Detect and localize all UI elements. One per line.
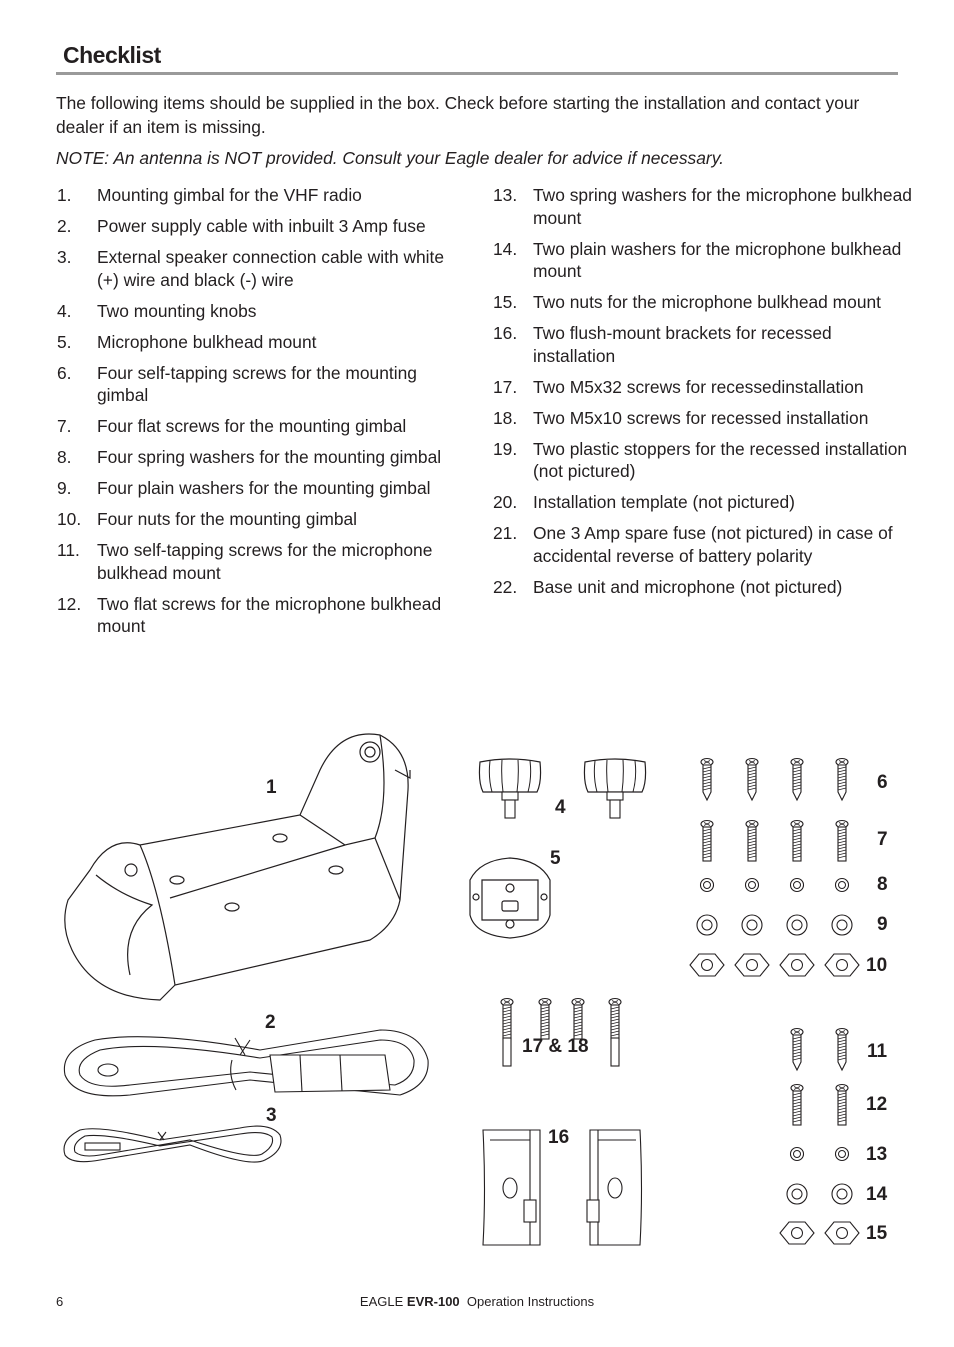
footer-doc-title: EAGLE EVR-100 Operation Instructions — [359, 1294, 595, 1309]
list-item: 22. Base unit and microphone (not pictured) — [493, 576, 843, 597]
figure-label-17-18: 17 & 18 — [522, 1036, 589, 1057]
microphone-mount-drawing — [470, 858, 550, 938]
screws-7-drawing — [701, 821, 848, 862]
list-item: 18. Two M5x10 screws for recessed installation — [493, 407, 869, 428]
figure-label-10: 10 — [866, 955, 888, 976]
speaker-cable-drawing — [64, 1126, 281, 1162]
screws-11-drawing — [791, 1029, 848, 1071]
figure-label-15: 15 — [866, 1223, 888, 1244]
list-item: 13. Two spring washers for the microphone bulkhead mount — [493, 185, 912, 228]
intro-paragraph: The following items should be supplied in the box. Check before starting the installation and contact your dealer if an item is missing. — [56, 93, 860, 137]
figure-label-16: 16 — [548, 1127, 570, 1148]
nuts-10-drawing — [690, 954, 859, 976]
list-item: 19. Two plastic stoppers for the recessed installation (not pictured) — [493, 438, 908, 481]
list-item: 16. Two flush-mount brackets for recessed installation — [493, 323, 832, 366]
figure-label-9: 9 — [877, 914, 888, 935]
figure-label-3: 3 — [266, 1105, 277, 1126]
figure-label-6: 6 — [877, 772, 888, 793]
list-item: 2. Power supply cable with inbuilt 3 Amp fuse — [57, 216, 426, 236]
list-item: 14. Two plain washers for the microphone bulkhead mount — [493, 238, 902, 281]
screws-6-drawing — [701, 759, 848, 801]
note-paragraph: NOTE: An antenna is NOT provided. Consult your Eagle dealer for advice if necessary. — [56, 148, 724, 168]
list-item: 17. Two M5x32 screws for recessedinstallation — [493, 376, 864, 397]
plain-washers-14-drawing — [787, 1184, 852, 1204]
list-item: 21. One 3 Amp spare fuse (not pictured) in case of accidental reverse of battery polarity — [493, 523, 893, 566]
screws-12-drawing — [791, 1085, 848, 1126]
list-item: 15. Two nuts for the microphone bulkhead mount — [493, 292, 882, 312]
plain-washers-9-drawing — [697, 915, 852, 935]
list-item: 12. Two flat screws for the microphone bulkhead mount — [57, 593, 442, 636]
figure-label-7: 7 — [877, 829, 888, 850]
figure-label-14: 14 — [866, 1184, 888, 1205]
list-item: 3. External speaker connection cable with white (+) wire and black (-) wire — [57, 247, 445, 290]
spring-washers-8-drawing — [701, 879, 849, 892]
list-item: 4. Two mounting knobs — [57, 300, 257, 321]
list-item: 5. Microphone bulkhead mount — [57, 331, 317, 352]
list-item: 9. Four plain washers for the mounting gimbal — [57, 478, 431, 498]
list-item: 8. Four spring washers for the mounting gimbal — [57, 447, 442, 467]
figure-label-11: 11 — [867, 1041, 888, 1062]
power-cable-drawing — [64, 1030, 428, 1096]
page-title: Checklist — [63, 42, 161, 68]
spring-washers-13-drawing — [791, 1148, 849, 1161]
list-item: 20. Installation template (not pictured) — [493, 492, 795, 512]
list-item: 11. Two self-tapping screws for the microphone bulkhead mount — [57, 540, 433, 583]
figure-label-12: 12 — [866, 1094, 888, 1115]
figure-label-13: 13 — [866, 1144, 888, 1165]
figure-label-5: 5 — [550, 848, 561, 869]
figure-label-8: 8 — [877, 874, 888, 895]
list-item: 7. Four flat screws for the mounting gimbal — [57, 416, 407, 436]
nuts-15-drawing — [780, 1222, 859, 1244]
mounting-gimbal-drawing — [65, 734, 410, 1000]
list-item: 1. Mounting gimbal for the VHF radio — [57, 185, 362, 205]
list-item: 6. Four self-tapping screws for the mounting gimbal — [57, 362, 417, 405]
figure-label-1: 1 — [266, 777, 277, 798]
figure-label-4: 4 — [555, 797, 566, 818]
figure-label-2: 2 — [265, 1012, 276, 1033]
list-item: 10. Four nuts for the mounting gimbal — [57, 509, 358, 529]
page-number: 6 — [56, 1294, 64, 1309]
